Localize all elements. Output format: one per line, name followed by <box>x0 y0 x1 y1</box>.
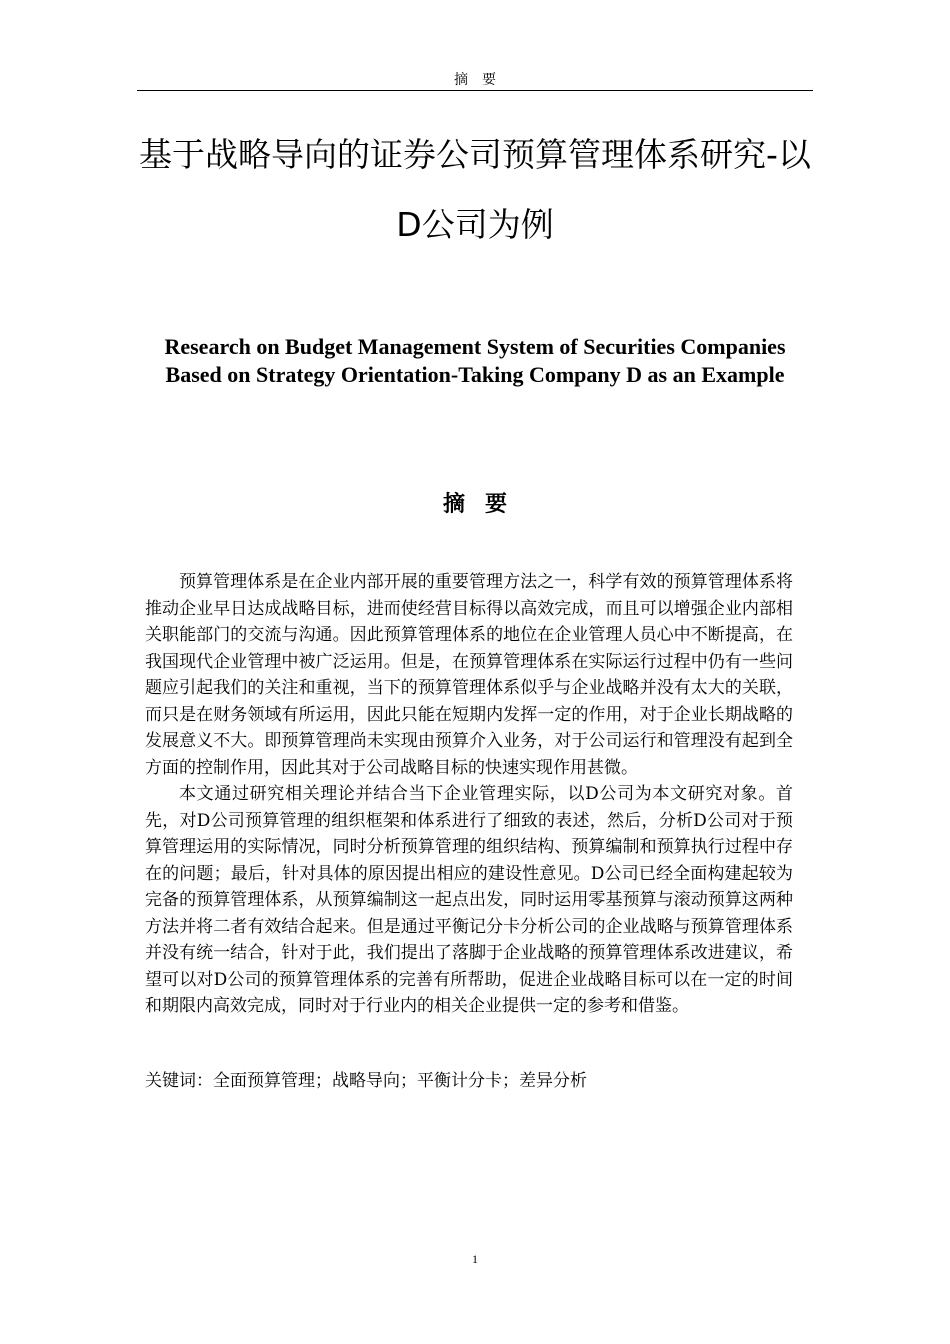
running-header: 摘要 <box>137 70 813 91</box>
keywords-line <box>145 1068 793 1094</box>
abstract-body <box>145 569 793 1020</box>
abstract-paragraph-1: 预算管理体系是在企业内部开展的重要管理方法之一，科学有效的预算管理体系将推动企业早日达成战略目标，进而使经营目标得以高效完成，而且可以增强企业内部相关职能部门的交流与沟通。因此预算管理体系的地位在企业管理人员心中不断提高，在我国现代企业管理中被广泛运用。但是，在预算管理体系在实际运行过程中仍有一些问题应引起我们的关注和重视，当下的预算管理体系似乎与企业战略并没有太大的关联，而只是在财务领域有所运用，因此只能在短期内发挥一定的作用，对于企业长期战略的发展意义不大。即预算管理尚未实现由预算介入业务，对于公司运行和管理没有起到全方面的控制作用，因此其对于公司战略目标的快速实现作用甚微。 <box>145 572 793 778</box>
english-title: Research on Budget Management System of Securities Companies Based on Strategy Orientation-Taking Company D as an Example <box>164 334 786 387</box>
abstract-paragraph-2: 本文通过研究相关理论并结合当下企业管理实际，以D公司为本文研究对象。首先，对D公司预算管理的组织框架和体系进行了细致的表述，然后，分析D公司对于预算管理运用的实际情况，同时分析预算管理的组织结构、预算编制和预算执行过程中存在的问题；最后，针对具体的原因提出相应的建设性意见。D公司已经全面构建起较为完备的预算管理体系，从预算编制这一起点出发，同时运用零基预算与滚动预算这两种方法并将二者有效结合起来。但是通过平衡记分卡分析公司的企业战略与预算管理体系并没有统一结合，针对于此，我们提出了落脚于企业战略的预算管理体系改进建议，希望可以对D公司的预算管理体系的完善有所帮助，促进企业战略目标可以在一定的时间和期限内高效完成，同时对于行业内的相关企业提供一定的参考和借鉴。 <box>145 784 793 1016</box>
keywords-label: 关键词： <box>145 1071 213 1091</box>
chinese-title: 基于战略导向的证券公司预算管理体系研究-以D公司为例 <box>139 135 811 244</box>
keywords-text: 全面预算管理；战略导向；平衡计分卡；差异分析 <box>213 1071 587 1091</box>
abstract-heading: 摘要 <box>442 492 527 517</box>
page-number: 1 <box>472 1252 478 1266</box>
